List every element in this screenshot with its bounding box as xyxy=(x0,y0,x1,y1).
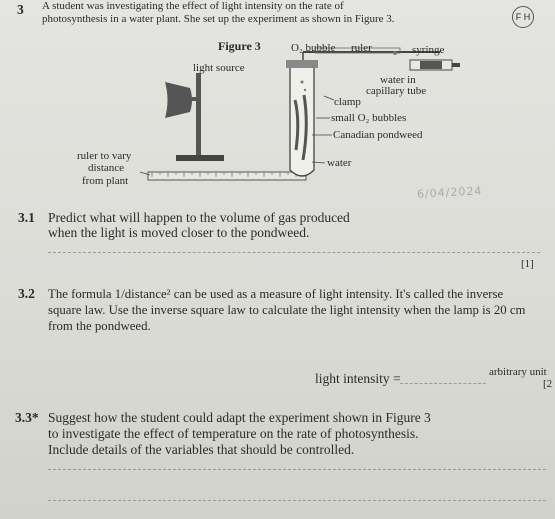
q32-unit: arbitrary unit xyxy=(489,366,547,378)
q33-line-1: Suggest how the student could adapt the experiment shown in Figure 3 xyxy=(48,410,431,425)
label-clamp: clamp xyxy=(334,96,361,108)
distance-ruler xyxy=(148,172,306,180)
label-o2-bubble: O₂ bubble xyxy=(291,42,336,54)
label-water: water xyxy=(327,157,352,169)
q32-number: 3.2 xyxy=(18,286,35,301)
q31-line-2: when the light is moved closer to the pondweed. xyxy=(48,225,310,240)
q33-line-3: Include details of the variables that should be controlled. xyxy=(48,442,355,457)
label-pondweed: Canadian pondweed xyxy=(333,129,423,141)
syringe xyxy=(410,60,460,70)
label-ruler: ruler xyxy=(351,42,372,54)
q32-answer-field[interactable] xyxy=(400,383,486,384)
label-small-bubbles: small O₂ bubbles xyxy=(331,112,407,124)
q33-answer-line-2[interactable] xyxy=(48,500,546,501)
q33-number: 3.3* xyxy=(15,410,39,425)
q32-marks: [2 xyxy=(543,378,553,390)
q32-line-2: square law. Use the inverse square law to calculate the light intensity when the lamp is 20 cm xyxy=(48,303,526,317)
q31-marks: [1] xyxy=(521,258,534,270)
q33-line-2: to investigate the effect of temperature on the rate of photosynthesis. xyxy=(48,426,419,441)
q31-number: 3.1 xyxy=(18,210,35,225)
label-ruler-vary-1: ruler to vary xyxy=(77,150,132,162)
figure-title: Figure 3 xyxy=(218,39,261,53)
question-number: 3 xyxy=(17,2,24,17)
label-water-in: water in xyxy=(380,74,416,86)
intro-line-1: A student was investigating the effect of light intensity on the rate of xyxy=(42,0,344,12)
label-ruler-vary-2: distance xyxy=(88,162,125,174)
q33-answer-line-1[interactable] xyxy=(48,469,546,470)
level-badge: F H xyxy=(512,6,534,28)
label-ruler-vary-3: from plant xyxy=(82,175,129,187)
q32-answer-label: light intensity = xyxy=(315,371,401,386)
label-syringe: syringe xyxy=(412,44,445,56)
handwritten-date: 6/04/2024 xyxy=(416,184,483,201)
q31-line-1: Predict what will happen to the volume of gas produced xyxy=(48,210,350,225)
boiling-tube xyxy=(286,60,318,176)
q32-line-1: The formula 1/distance² can be used as a measure of light intensity. It's called the inverse xyxy=(48,287,504,301)
label-capillary-tube: capillary tube xyxy=(366,85,427,97)
q31-answer-line[interactable] xyxy=(48,252,540,253)
lamp-stand xyxy=(165,73,224,161)
q32-line-3: from the pondweed. xyxy=(48,319,151,333)
experiment-diagram xyxy=(0,0,555,200)
intro-line-2: photosynthesis in a water plant. She set up the experiment as shown in Figure 3. xyxy=(42,13,395,25)
label-light-source: light source xyxy=(193,62,245,74)
